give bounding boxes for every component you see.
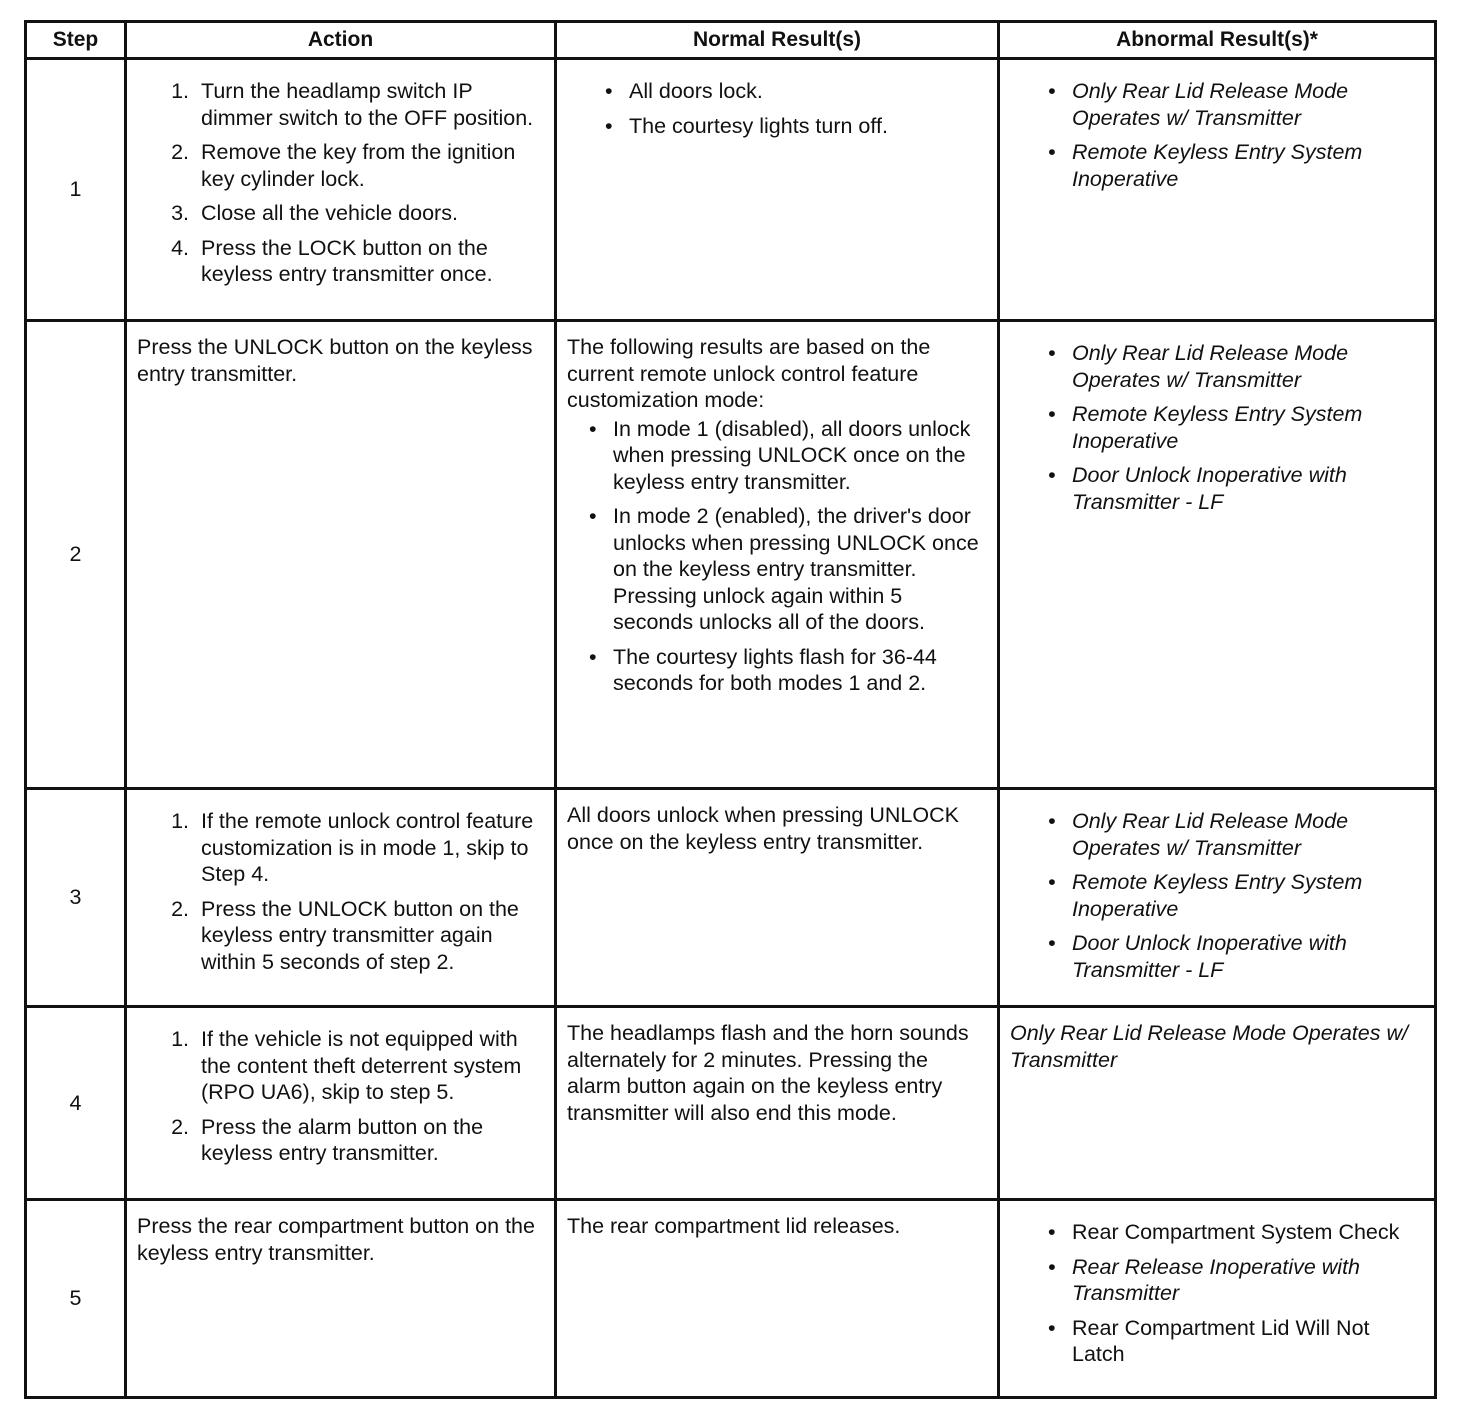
header-normal-results: Normal Result(s) xyxy=(556,22,999,59)
action-steps xyxy=(137,808,544,975)
normal-result-item: • All doors lock. xyxy=(629,78,987,105)
abnormal-result-link[interactable]: • Door Unlock Inoperative with Transmitter - LF xyxy=(1072,462,1424,515)
normal-result-item: • In mode 2 (enabled), the driver's door unlocks when pressing UNLOCK once on the keyless entry transmitter. Pressing unlock again within 5 seconds unlocks all of the doors. xyxy=(613,503,987,636)
abnormal-result-list xyxy=(1010,340,1424,515)
action-cell xyxy=(126,1007,556,1200)
action-cell xyxy=(126,789,556,1007)
action-step: 4. Press the LOCK button on the keyless entry transmitter once. xyxy=(195,235,544,288)
table-row xyxy=(26,59,1436,321)
normal-result-text: The rear compartment lid releases. xyxy=(567,1214,901,1238)
abnormal-result-link[interactable]: • Remote Keyless Entry System Inoperative xyxy=(1072,139,1424,192)
step-number: 3 xyxy=(26,789,126,1007)
diagnostic-table xyxy=(24,20,1437,1399)
normal-result-cell xyxy=(556,789,999,1007)
step-number: 4 xyxy=(26,1007,126,1200)
step-number: 5 xyxy=(26,1200,126,1398)
normal-result-text: The headlamps flash and the horn sounds alternately for 2 minutes. Pressing the alarm button again on the keyless entry transmitter will also end this mode. xyxy=(567,1021,969,1125)
action-steps xyxy=(137,78,544,288)
action-cell xyxy=(126,1200,556,1398)
action-text: Press the rear compartment button on the keyless entry transmitter. xyxy=(137,1214,535,1265)
action-step: 1. Turn the headlamp switch IP dimmer switch to the OFF position. xyxy=(195,78,544,131)
abnormal-result-cell xyxy=(999,1007,1436,1200)
action-text: Press the UNLOCK button on the keyless entry transmitter. xyxy=(137,335,533,386)
action-step: 3. Close all the vehicle doors. xyxy=(195,200,544,227)
table-row xyxy=(26,1007,1436,1200)
action-step: 1. If the vehicle is not equipped with the content theft deterrent system (RPO UA6), skip to step 5. xyxy=(195,1026,544,1106)
step-number: 2 xyxy=(26,321,126,789)
normal-result-intro: The following results are based on the current remote unlock control feature customization mode: xyxy=(567,335,931,412)
header-row xyxy=(26,22,1436,59)
abnormal-result-cell xyxy=(999,789,1436,1007)
normal-result-list xyxy=(567,416,987,697)
table-row xyxy=(26,1200,1436,1398)
normal-result-item: • The courtesy lights flash for 36-44 seconds for both modes 1 and 2. xyxy=(613,644,987,697)
abnormal-result-link[interactable]: • Remote Keyless Entry System Inoperative xyxy=(1072,401,1424,454)
table-row xyxy=(26,789,1436,1007)
table-row xyxy=(26,321,1436,789)
action-step: 2. Press the UNLOCK button on the keyless entry transmitter again within 5 seconds of step 2. xyxy=(195,896,544,976)
abnormal-result-link[interactable]: Only Rear Lid Release Mode Operates w/ Transmitter xyxy=(1010,1021,1408,1072)
action-step: 2. Remove the key from the ignition key cylinder lock. xyxy=(195,139,544,192)
action-step: 2. Press the alarm button on the keyless entry transmitter. xyxy=(195,1114,544,1167)
normal-result-cell xyxy=(556,321,999,789)
abnormal-result-link[interactable]: • Only Rear Lid Release Mode Operates w/ Transmitter xyxy=(1072,808,1424,861)
header-action: Action xyxy=(126,22,556,59)
abnormal-result-cell xyxy=(999,321,1436,789)
action-cell xyxy=(126,321,556,789)
action-cell xyxy=(126,59,556,321)
abnormal-result-link[interactable]: • Door Unlock Inoperative with Transmitter - LF xyxy=(1072,930,1424,983)
normal-result-item: • In mode 1 (disabled), all doors unlock when pressing UNLOCK once on the keyless entry transmitter. xyxy=(613,416,987,496)
normal-result-list xyxy=(567,78,987,139)
action-steps xyxy=(137,1026,544,1167)
abnormal-result-cell xyxy=(999,1200,1436,1398)
header-step: Step xyxy=(26,22,126,59)
normal-result-cell xyxy=(556,1007,999,1200)
abnormal-result-cell xyxy=(999,59,1436,321)
step-number: 1 xyxy=(26,59,126,321)
abnormal-result-item: • Rear Compartment Lid Will Not Latch xyxy=(1072,1315,1424,1368)
abnormal-result-link[interactable]: • Only Rear Lid Release Mode Operates w/ Transmitter xyxy=(1072,340,1424,393)
abnormal-result-link[interactable]: • Only Rear Lid Release Mode Operates w/ Transmitter xyxy=(1072,78,1424,131)
normal-result-cell xyxy=(556,1200,999,1398)
normal-result-item: • The courtesy lights turn off. xyxy=(629,113,987,140)
abnormal-result-link[interactable]: • Remote Keyless Entry System Inoperative xyxy=(1072,869,1424,922)
abnormal-result-list xyxy=(1010,1219,1424,1368)
abnormal-result-list xyxy=(1010,808,1424,983)
normal-result-text: All doors unlock when pressing UNLOCK once on the keyless entry transmitter. xyxy=(567,803,959,854)
abnormal-result-item: • Rear Compartment System Check xyxy=(1072,1219,1424,1246)
abnormal-result-link[interactable]: • Rear Release Inoperative with Transmitter xyxy=(1072,1254,1424,1307)
abnormal-result-list xyxy=(1010,78,1424,192)
action-step: 1. If the remote unlock control feature customization is in mode 1, skip to Step 4. xyxy=(195,808,544,888)
header-abnormal-results: Abnormal Result(s)* xyxy=(999,22,1436,59)
normal-result-cell xyxy=(556,59,999,321)
